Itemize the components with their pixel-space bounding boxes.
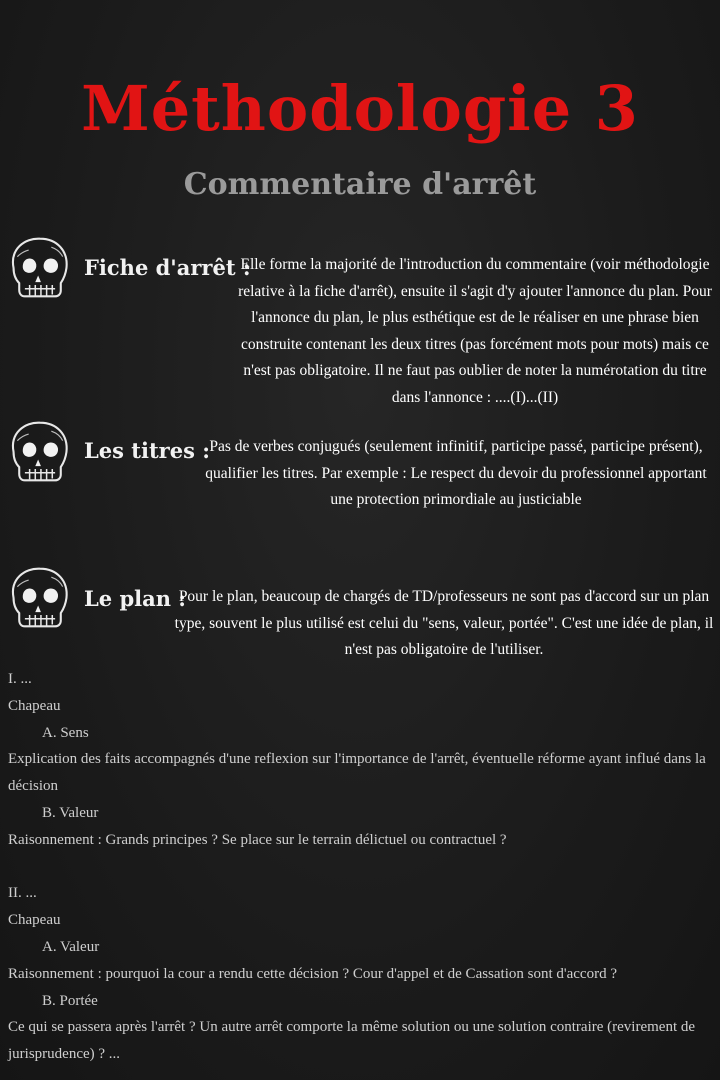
part2-chapeau: Chapeau [8,912,61,929]
section-text-titres: Pas de verbes conjugués (seulement infinitif, participe passé, participe présent), qualifier les titres. Par exemple : Le respect du devoir du professionnel apportant une protection primordiale au justiciable [205,438,707,508]
page-title: Méthodologie 3 [81,72,639,145]
part1-heading: I. ... [8,671,32,687]
part2-heading: II. ... [8,885,37,902]
part1-a-title: A. Sens [42,724,89,741]
part2-b-title: B. Portée [42,992,98,1009]
skull-icon [6,232,74,304]
part1-chapeau: Chapeau [8,697,61,714]
plan-outline [8,666,718,1068]
part1-a-text: Explication des faits accompagnés d'une reflexion sur l'importance de l'arrêt, éventuelle réforme ayant influé dans la décision [8,751,706,795]
part2-a-text: Raisonnement : pourquoi la cour a rendu cette décision ? Cour d'appel et de Cassation sont d'accord ? [8,965,617,982]
section-label-titres: Les titres : [84,438,210,463]
part2-b-text: Ce qui se passera après l'arrêt ? Un autre arrêt comporte la même solution ou une solution contraire (revirement de jurisprudence) ? ... [8,1019,696,1063]
section-text-plan: Pour le plan, beaucoup de chargés de TD/professeurs ne sont pas d'accord sur un plan type, souvent le plus utilisé est celui du "sens, valeur, portée". C'est une idée de plan, il n'est pas obligatoire de l'utiliser. [174,588,714,658]
spacer [8,854,718,881]
part1-b-title: B. Valeur [42,804,99,821]
section-label-fiche: Fiche d'arrêt : [84,255,251,280]
section-text-fiche: Elle forme la majorité de l'introduction du commentaire (voir méthodologie relative à la fiche d'arrêt), ensuite il s'agit d'y ajouter l'annonce du plan. Pour l'annonce du plan, le plus esthétique est de le réaliser en une phrase bien construite contenant les deux titres (pas forcément mots pour mots) mais ce n'est pas obligatoire. Il ne faut pas oublier de noter la numérotation du titre dans l'annonce : ....(I)...(II) [238,256,712,406]
skull-icon [6,416,74,488]
skull-icon [6,562,74,634]
part2-a-title: A. Valeur [42,938,100,955]
section-label-plan: Le plan : [84,586,187,611]
page-subtitle: Commentaire d'arrêt [183,167,537,202]
part1-b-text: Raisonnement : Grands principes ? Se place sur le terrain délictuel ou contractuel ? [8,831,507,848]
